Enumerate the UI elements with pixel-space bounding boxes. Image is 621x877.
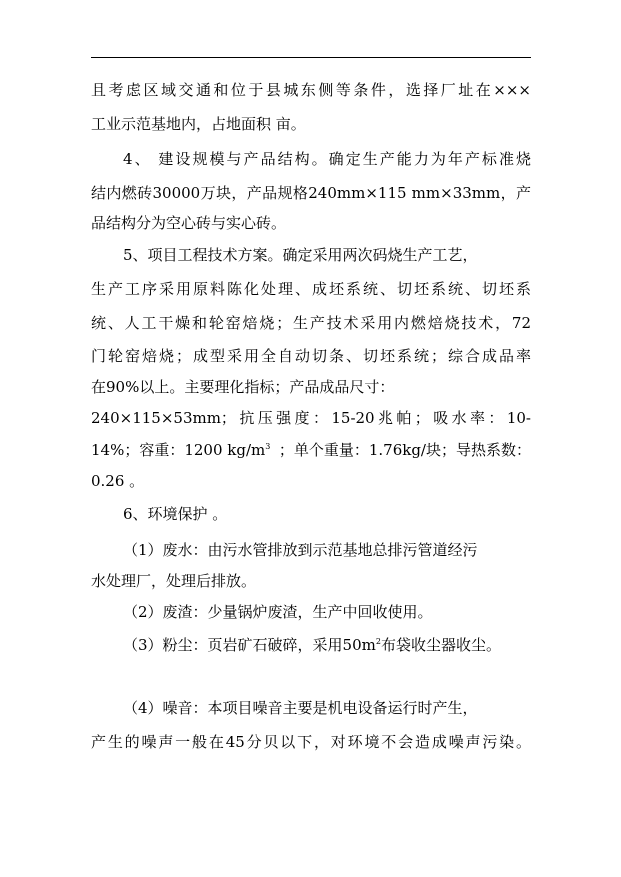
- text-line-9: 门轮窑焙烧；成型采用全自动切条、切坯系统；综合成品率: [91, 347, 531, 365]
- text-line-17: （2）废渣：少量锅炉废渣，生产中回收使用。: [123, 603, 433, 621]
- text-line-2: 工业示范基地内，占地面积 亩。: [91, 115, 306, 133]
- text-line-4: 结内燃砖30000万块，产品规格240mm×115 mm×33mm，产: [91, 184, 531, 202]
- dust-text-a: （3）粉尘：页岩矿石破碎，采用50m: [123, 636, 376, 654]
- text-line-10: 在90%以上。主要理化指标；产品成品尺寸：: [91, 378, 395, 396]
- text-line-16: 水处理厂，处理后排放。: [91, 572, 257, 590]
- density-text: 14%；容重：1200 kg/m: [91, 441, 266, 459]
- text-line-12-part-b: ；单个重量：1.76kg/块；导热系数：: [278, 441, 531, 459]
- text-line-7: 生产工序采用原料陈化处理、成坯系统、切坯系统、切坯系: [91, 280, 531, 298]
- section-heading-environment: 6、环境保护 。: [123, 505, 228, 523]
- text-line-18: [123, 635, 531, 655]
- text-line-15: （1）废水：由污水管排放到示范基地总排污管道经污: [123, 541, 478, 559]
- text-line-5: 品结构分为空心砖与实心砖。: [91, 214, 287, 232]
- text-line-13: 0.26 。: [91, 472, 145, 490]
- text-line-19: （4）噪音：本项目噪音主要是机电设备运行时产生，: [123, 699, 478, 717]
- dust-text-b: 布袋收尘器收尘。: [380, 636, 501, 654]
- area-superscript: 2: [375, 637, 381, 646]
- text-line-12: [91, 440, 531, 460]
- text-line-11: 240×115×53mm；抗压强度：15-20兆帕；吸水率：10-: [91, 409, 531, 427]
- density-superscript: 3: [265, 442, 271, 451]
- text-line-20: 产生的噪声一般在45分贝以下，对环境不会造成噪声污染。: [91, 733, 531, 751]
- header-rule: [91, 57, 531, 58]
- text-line-3: 4、 建设规模与产品结构。确定生产能力为年产标准烧: [123, 150, 531, 168]
- text-line-6: 5、项目工程技术方案。确定采用两次码烧生产工艺，: [123, 246, 478, 264]
- text-line-8: 统、人工干燥和轮窑焙烧；生产技术采用内燃焙烧技术，72: [91, 314, 531, 332]
- text-line-12-part-a: [91, 440, 270, 460]
- text-line-1: 且考虑区域交通和位于县城东侧等条件，选择厂址在×××: [91, 81, 531, 99]
